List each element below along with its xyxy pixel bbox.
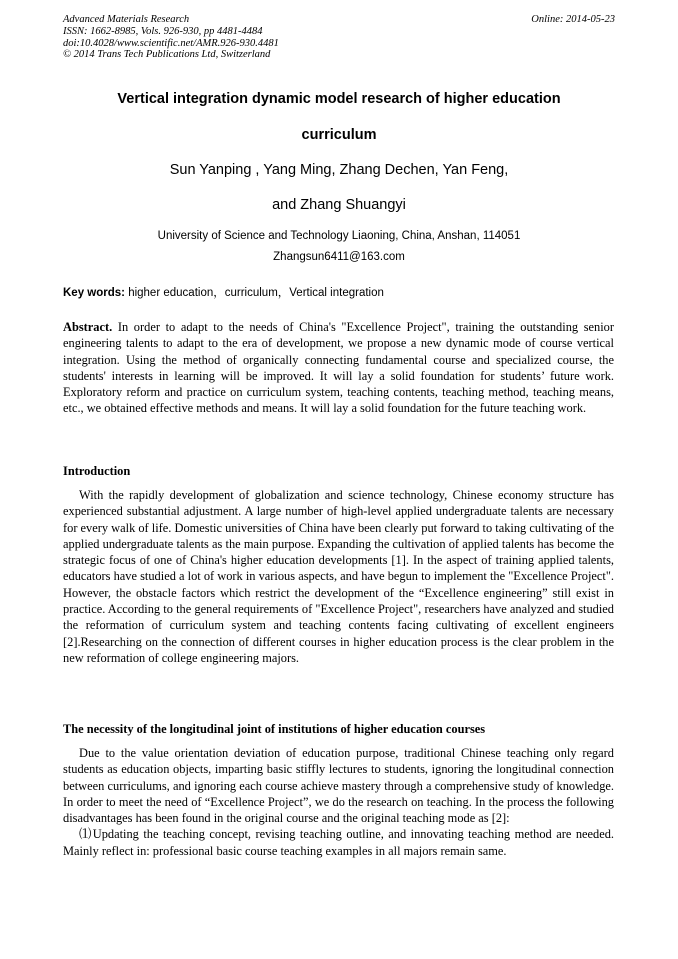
necessity-text: Due to the value orientation deviation of education purpose, traditional Chinese teaching only regard students as education objects, imparting basic stiffly lectures to students, ignoring the longitudinal connection between curriculums, and ignoring each course achieve mastery through a comprehensive study of knowledge. In order to meet the need of “Excellence Project”, we do the research on teaching. In the process the following disadvantages has been found in the original course and the original teaching mode as [2]: — [63, 746, 614, 826]
paper-title-line-2: curriculum — [301, 127, 377, 143]
section-heading-introduction: Introduction — [63, 464, 131, 478]
journal-doi: doi:10.4028/www.scientific.net/AMR.926-930.4481 — [63, 37, 279, 49]
authors-line-1: Sun Yanping , Yang Ming, Zhang Dechen, Yan Feng, — [169, 162, 509, 178]
journal-issn: ISSN: 1662-8985, Vols. 926-930, pp 4481-4484 — [63, 25, 263, 37]
journal-copyright: © 2014 Trans Tech Publications Ltd, Switzerland — [63, 49, 271, 61]
affiliation: University of Science and Technology Liaoning, China, Anshan, 114051 — [157, 230, 521, 242]
journal-header — [63, 14, 279, 61]
paper-title-line-1: Vertical integration dynamic model research of higher education — [117, 91, 561, 107]
journal-name: Advanced Materials Research — [63, 14, 190, 25]
authors-line-2: and Zhang Shuangyi — [272, 197, 406, 213]
email: Zhangsun6411@163.com — [273, 251, 405, 263]
abstract — [63, 319, 614, 417]
keywords-label: Key words: — [63, 287, 125, 299]
online-date: Online: 2014-05-23 — [531, 14, 615, 25]
abstract-label: Abstract. — [63, 320, 113, 334]
intro-text: With the rapidly development of globalization and science technology, Chinese economy structure has experienced substantial adjustment. A large number of high-level applied undergraduate talents are necessary for every walk of life. Domestic universities of China have been clearly put forward to taking cultivating of the applied undergraduate talents as the main purpose. Expanding the cultivation of applied talents has become the strategic focus of one of China's higher education developments [1]. In the aspect of training applied talents, educators have studied a lot of work in various aspects, and have begun to implement the "Excellence Project". However, the obstacle factors which restrict the development of the “Excellence engineering” still exist in practice. According to the general requirements of "Excellence Project", researchers have analyzed and studied the reformation of curriculum system and teaching contents facing cultivating of excellent engineers [2].Researching on the connection of different courses in higher education process is the clear problem in the new reformation of college engineering majors. — [63, 488, 614, 665]
section-heading-necessity: The necessity of the longitudinal joint of institutions of higher education courses — [63, 722, 486, 736]
necessity-section — [63, 745, 614, 859]
keywords — [63, 286, 384, 300]
keywords-list: higher education，curriculum，Vertical integration — [125, 287, 384, 299]
list-item-1: ⑴Updating the teaching concept, revising teaching outline, and innovating teaching method are needed. Mainly reflect in: professional basic course teaching examples in all majors remain same. — [63, 827, 614, 858]
introduction-paragraph — [63, 487, 614, 666]
abstract-text: In order to adapt to the needs of China's "Excellence Project", training the outstanding senior engineering talents to adapt to the era of development, we propose a new dynamic mode of course vertical integration. Using the method of organically connecting fundamental course and specialized course, the students' interests in learning will be improved. It will lay a solid foundation for students’ future work. Exploratory reform and practice on curriculum system, teaching contents, teaching method, teaching means, etc., we obtained effective methods and means. It will lay a solid foundation for the future teaching work. — [63, 320, 614, 416]
